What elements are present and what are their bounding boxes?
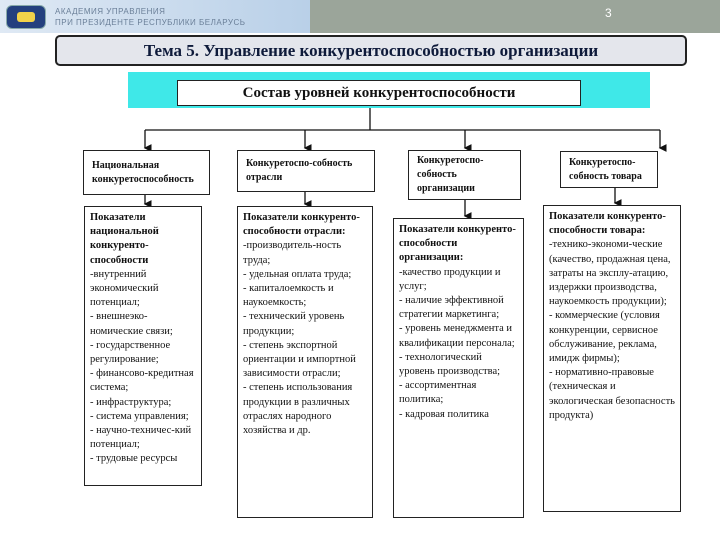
indicator-item: -технико-экономи-ческие (качество, продажная цена, затраты на эксплу-атацию, издержки производства, наукоемкость продукции); <box>549 239 671 308</box>
indicator-item: - удельная оплата труда; <box>243 268 352 280</box>
indicator-item: - ассортиментная политика; <box>399 380 477 406</box>
indicators-box-industry <box>237 206 373 518</box>
indicator-item: - технологический уровень производства; <box>399 351 501 378</box>
indicator-item: - трудовые ресурсы <box>90 453 178 465</box>
indicator-item: - инфраструктура; <box>90 396 172 408</box>
indicator-item: - степень использования продукции в различных отраслях народного хозяйства и др. <box>243 382 353 437</box>
indicator-item: - научно-техничес-кий потенциал; <box>90 425 192 451</box>
indicator-item: - коммерческие (условия конкуренции, сервисное обслуживание, реклама, имидж фирмы); <box>549 310 660 365</box>
indicator-item: - финансово-кредитная система; <box>90 368 194 394</box>
level-box-product: Конкуретоспо-собность товара <box>560 151 658 188</box>
indicators-heading: Показатели конкуренто-способности товара: <box>549 211 666 237</box>
indicators-heading: Показатели конкуренто-способности организации: <box>399 224 516 264</box>
org-name-line2: ПРИ ПРЕЗИДЕНТЕ РЕСПУБЛИКИ БЕЛАРУСЬ <box>55 18 246 27</box>
level-box-organization: Конкуретоспо-собность организации <box>408 150 521 200</box>
indicators-box-national <box>84 206 202 486</box>
indicator-item: - нормативно-правовые (техническая и экологическая безопасность продукта) <box>549 367 675 421</box>
indicator-item: - наличие эффективной стратегии маркетинга; <box>399 295 504 321</box>
indicator-item: - государственное регулирование; <box>90 339 171 366</box>
indicator-item: - уровень менеджмента и квалификации персонала; <box>399 323 515 349</box>
indicators-heading: Показатели национальной конкуренто-способности <box>90 212 159 266</box>
indicator-item: - внешнеэко-номические связи; <box>90 311 173 337</box>
indicator-item: -качество продукции и услуг; <box>399 266 501 292</box>
subtitle-box: Состав уровней конкурентоспособности <box>177 80 581 106</box>
indicator-item: -внутренний экономический потенциал; <box>90 268 159 309</box>
indicators-heading: Показатели конкуренто-способности отрасли: <box>243 212 360 238</box>
indicator-item: - кадровая политика <box>399 408 489 420</box>
level-box-national: Национальная конкуретоспособность <box>83 150 210 195</box>
page-number: 3 <box>605 6 612 20</box>
indicator-item: -производитель-ность труда; <box>243 240 342 266</box>
indicator-item: - капиталоемкость и наукоемкость; <box>243 283 334 309</box>
level-box-industry: Конкуретоспо-собность отрасли <box>237 150 375 192</box>
indicators-box-product <box>543 205 681 512</box>
indicator-item: - степень экспортной ориентации и импортной зависимости отрасли; <box>243 339 356 380</box>
org-name-line1: АКАДЕМИЯ УПРАВЛЕНИЯ <box>55 7 166 16</box>
indicator-item: - технический уровень продукции; <box>243 311 345 337</box>
indicator-item: - система управления; <box>90 410 189 422</box>
slide-title: Тема 5. Управление конкурентоспособностью организации <box>55 35 687 66</box>
indicators-box-organization <box>393 218 524 518</box>
